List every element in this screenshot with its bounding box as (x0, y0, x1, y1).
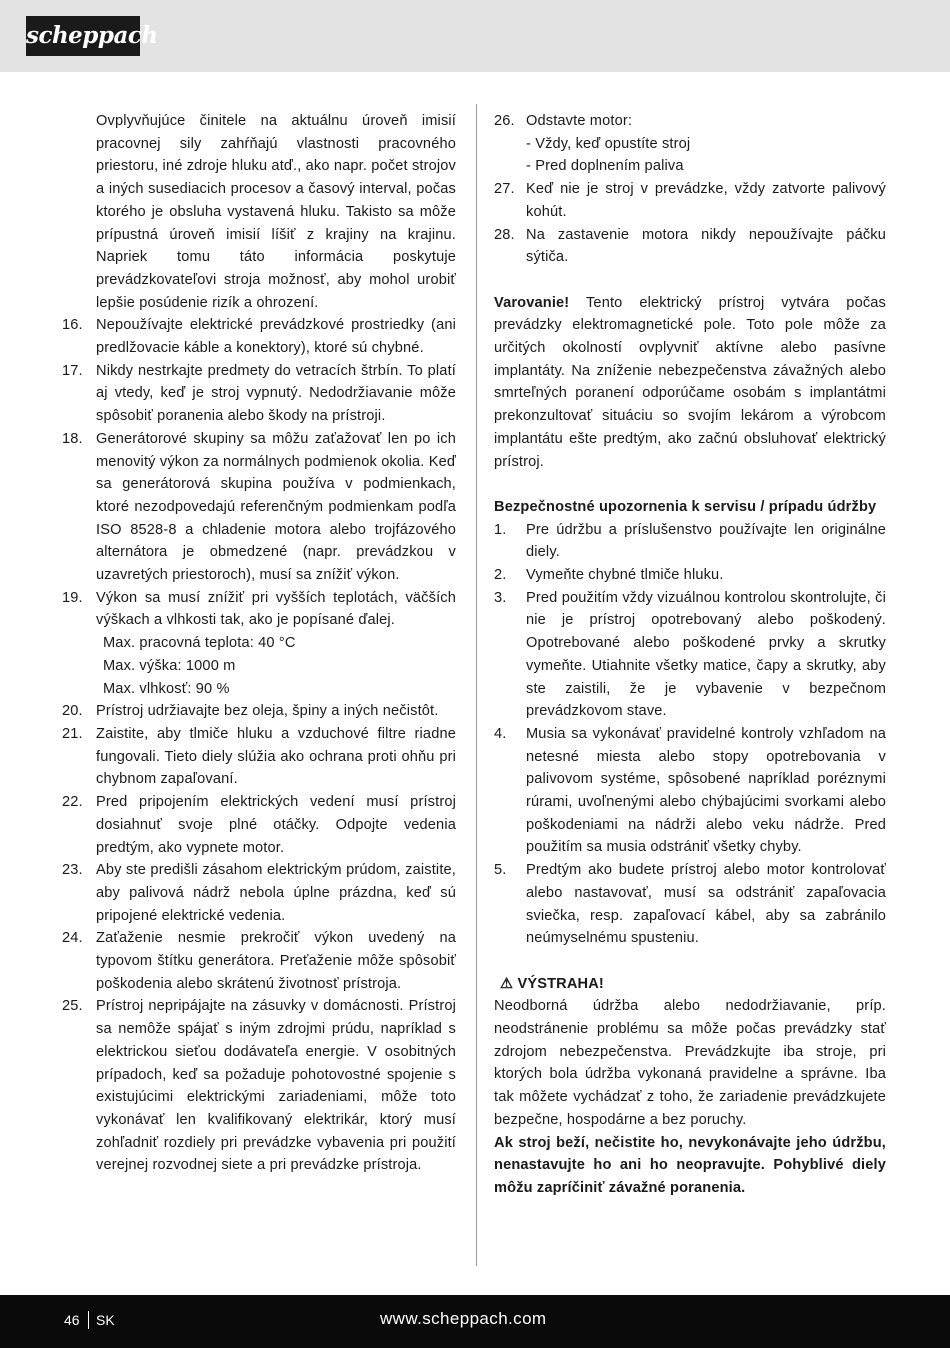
item-text: Generátorové skupiny sa môžu zaťažovať len po ich menovitý výkon za normálnych podmienok okolia. Keď sa generátorová skupina používa v podmienkach, ktoré nezodpovedajú referenčným podmienkam podľa ISO 8528-8 a chladenie motora alebo trojfázového alternátora je obmedzené (napr. prevádzkou v uzavretých priestoroch), musí sa znížiť výkon. (96, 430, 456, 584)
item-number: 27. (494, 181, 515, 198)
list-item (494, 587, 886, 723)
item-number: 2. (494, 567, 507, 584)
item-text: Prístroj udržiavajte bez oleja, špiny a iných nečistôt. (96, 703, 439, 720)
item-number: 20. (62, 703, 83, 720)
list-item (60, 791, 456, 859)
footer-bar (0, 1295, 950, 1348)
page-number: 46 (64, 1312, 80, 1328)
item-number: 19. (62, 589, 83, 606)
column-divider (476, 104, 477, 1266)
list-item (494, 859, 886, 950)
item-text: Výkon sa musí znížiť pri vyšších teplotách, väčších výškach a vlhkosti tak, ako je popísané ďalej. (96, 589, 456, 629)
right-column (494, 110, 886, 1200)
list-item (494, 224, 886, 269)
item-text: Vymeňte chybné tlmiče hluku. (526, 567, 724, 584)
item-text: Aby ste predišli zásahom elektrickým prúdom, zaistite, aby palivová nádrž nebola úplne prázdna, keď sú pripojené elektrické vedenia. (96, 862, 456, 924)
item-number: 21. (62, 725, 83, 742)
item-text: Predtým ako budete prístroj alebo motor kontrolovať alebo nastavovať, musí sa odstrániť zapaľovacia sviečka, resp. zapaľovací kábel, aby sa zabránilo neúmyselnému spusteniu. (526, 862, 886, 947)
item-number: 24. (62, 930, 83, 947)
list-item (494, 178, 886, 223)
list-item (60, 587, 456, 632)
scheppach-logo: scheppach (26, 16, 140, 56)
caution-bold-paragraph: Ak stroj beží, nečistite ho, nevykonávajte jeho údržbu, nenastavujte ho ani ho neopravujte. Pohyblivé diely môžu zapríčiniť závažné poranenia. (494, 1134, 886, 1196)
list-item (494, 723, 886, 859)
item-number: 18. (62, 430, 83, 447)
item-text: Zaťaženie nesmie prekročiť výkon uvedený na typovom štítku generátora. Preťaženie môže spôsobiť poškodenia alebo skrátenú životnosť prístroja. (96, 930, 456, 992)
limit-max-altitude: Max. výška: 1000 m (103, 657, 236, 674)
list-item (60, 360, 456, 428)
item-number: 26. (494, 113, 515, 129)
item-number: 17. (62, 362, 83, 379)
language-code: SK (96, 1312, 115, 1328)
item-text: Pred použitím vždy vizuálnou kontrolou skontrolujte, či nie je prístroj opotrebovaný alebo poškodený. Opotrebované alebo poškodené prvky a skrutky vymeňte. Utiahnite všetky matice, čapy a skrutky, aby ste zaistili, že je vybavenie v bezpečnom prevádzkovom stave. (526, 589, 886, 720)
item-number: 3. (494, 589, 507, 606)
list-item (60, 723, 456, 791)
sub-item: - Vždy, keď opustíte stroj (526, 135, 691, 152)
item-text: Nepoužívajte elektrické prevádzkové prostriedky (ani predlžovacie káble a konektory), ktoré sú chybné. (96, 317, 456, 357)
footer-separator (88, 1311, 89, 1329)
item-number: 1. (494, 521, 507, 538)
item-number: 16. (62, 317, 83, 334)
caution-title: VÝSTRAHA! (517, 975, 604, 992)
intro-paragraph: Ovplyvňujúce činitele na aktuálnu úroveň imisií pracovnej sily zahŕňajú vlastnosti pracovného priestoru, iné zdroje hluku atď., ako napr. počet strojov a iných susediacich procesov a časový interval, počas ktorého je obsluha vystavená hluku. Takisto sa môže prípustná úroveň imisií líšiť z krajiny na krajinu. Napriek tomu táto informácia poskytuje prevádzkovateľovi stroja možnosť, aby mohol urobiť lepšie posúdenie rizík a ohrození. (96, 113, 456, 311)
sub-item: - Pred doplnením paliva (526, 158, 684, 175)
warning-text: Tento elektrický prístroj vytvára počas prevádzky elektromagnetické pole. Toto pole môže za určitých okolností ovplyvniť aktívne alebo pasívne implantáty. Na zníženie nebezpečenstva závažných alebo smrteľných poranení odporúčame osobám s implantátmi prekonzultovať situáciu so svojím lekárom a výrobcom implantátu ešte predtým, ako začnú obsluhovať elektrický prístroj. (494, 294, 886, 470)
item-text: Pred pripojením elektrických vedení musí prístroj dosiahnuť svoje plné otáčky. Odpojte vedenia predtým, ako vypnete motor. (96, 794, 456, 856)
limit-max-temperature: Max. pracovná teplota: 40 °C (103, 635, 296, 652)
left-column (60, 110, 456, 1177)
list-item (60, 314, 456, 359)
website-link[interactable]: www.scheppach.com (380, 1309, 547, 1328)
item-number: 4. (494, 725, 507, 742)
list-item (494, 110, 886, 133)
list-item (60, 927, 456, 995)
item-number: 28. (494, 226, 515, 243)
spacer (494, 473, 886, 496)
list-item (60, 428, 456, 587)
caution-paragraph: Neodborná údržba alebo nedodržiavanie, príp. neodstránenie problému sa môže počas prevádzky stať zdrojom nebezpečenstva. Prevádzkujte iba stroje, pri ktorých bola údržba vykonaná pravidelne a správne. Iba tak môžete vychádzať z toho, že zariadenie prevádzkujete bezpečne, hospodárne a bez poruchy. (494, 998, 886, 1128)
emf-warning-paragraph (494, 292, 886, 474)
item-text: Na zastavenie motora nikdy nepoužívajte páčku sýtiča. (526, 226, 886, 266)
list-item (494, 519, 886, 564)
caution-heading (494, 973, 886, 996)
list-item (60, 995, 456, 1177)
item-text: Zaistite, aby tlmiče hluku a vzduchové filtre riadne fungovali. Tieto diely slúžia ako ochrana proti ohňu pri chybnom zapaľovaní. (96, 725, 456, 788)
warning-label: Varovanie! (494, 294, 570, 311)
item-text: Prístroj nepripájajte na zásuvky v domácnosti. Prístroj sa nemôže spájať s iným zdrojmi prúdu, napríklad s elektrickou sieťou dodávateľa energie. V osobitných prípadoch, keď sa požaduje pohotovostné spojenie s existujúcimi elektrickými zariadeniami, môže toto vykonávať len kvalifikovaný elektrikár, ktorý musí zohľadniť rozdiely pri prevádzke vybavenia pri použití verejnej rozvodnej siete a pri prevádzke prístroja. (96, 998, 456, 1174)
warning-triangle-icon: ⚠ (500, 975, 514, 992)
header-band (0, 0, 950, 72)
spacer (494, 950, 886, 973)
list-item (60, 700, 456, 723)
item-text: Nikdy nestrkajte predmety do vetracích štrbín. To platí aj vtedy, keď je stroj vypnutý. Nedodržiavanie môže spôsobiť poranenia alebo škody na prístroji. (96, 362, 456, 425)
item-number: 5. (494, 862, 507, 879)
service-heading: Bezpečnostné upozornenia k servisu / prípadu údržby (494, 498, 877, 515)
item-text: Pre údržbu a príslušenstvo používajte len originálne diely. (526, 521, 886, 561)
spacer (494, 269, 886, 292)
list-item (60, 110, 456, 314)
item-text: Keď nie je stroj v prevádzke, vždy zatvorte palivový kohút. (526, 181, 886, 220)
item-text: Musia sa vykonávať pravidelné kontroly vzhľadom na netesné miesta alebo stopy opotrebovania v palivovom systéme, spôsobené napríklad poréznymi rúrami, uvoľnenými alebo chýbajúcimi svorkami alebo poškodeniami na nádrži alebo veku nádrže. Pred použitím sa musia odstrániť všetky chyby. (526, 725, 886, 856)
list-item (494, 564, 886, 587)
item-number: 23. (62, 862, 83, 879)
item-text: Odstavte motor: (526, 113, 633, 129)
list-item (60, 859, 456, 927)
item-number: 25. (62, 998, 83, 1015)
limit-max-humidity: Max. vlhkosť: 90 % (103, 680, 230, 697)
item-number: 22. (62, 794, 83, 811)
